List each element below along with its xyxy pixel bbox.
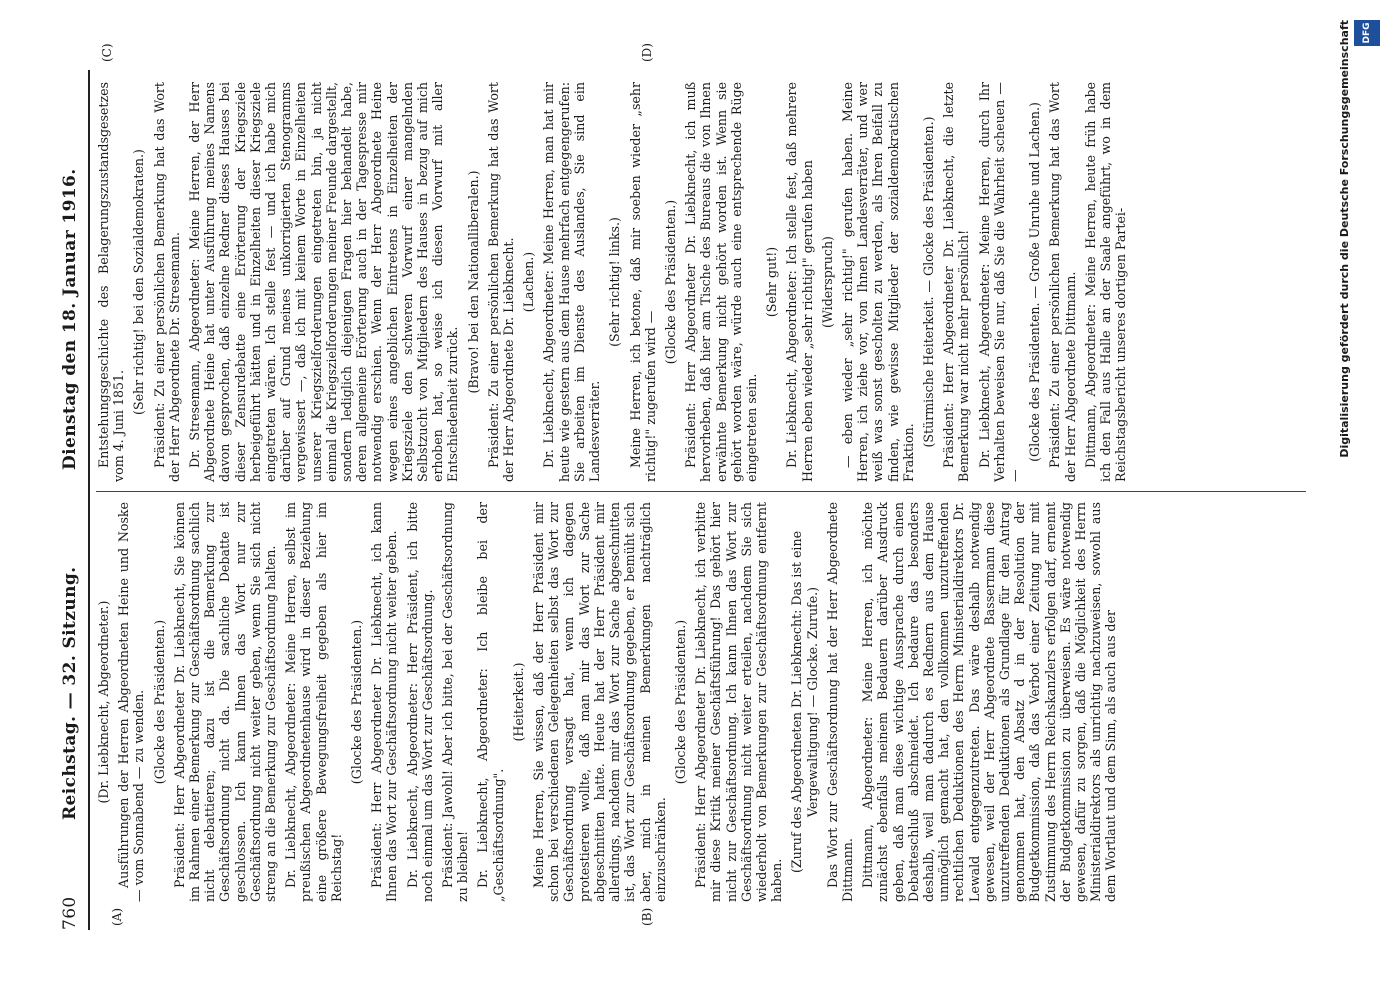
paragraph: Ausführungen der Herren Abgeordneten Heine und Noske — vom Sonnabend — zu wenden. (116, 502, 147, 902)
paragraph: (Sehr richtig! bei den Sozialdemokraten.) (131, 149, 147, 415)
paragraph: — eben wieder „sehr richtig!" gerufen haben. Meine Herren, ich ziehe vor, von Ihnen Landesverräter, und wer weiß was sonst gescholten zu werden, als Ihren Beifall zu finden, wie gewisse Mitglieder der sozialdemokratischen Fraktion. (839, 82, 916, 482)
margin-marker-c: (C) (100, 43, 114, 62)
right-column (96, 82, 1133, 482)
paragraph: Dr. Liebknecht, Abgeordneter: Meine Herren, man hat mir heute wie gestern aus dem Hause mehrfach entgegengerufen: Sie arbeiten im Dienste des Auslandes, Sie sind ein Landesverräter. (541, 82, 603, 482)
paragraph: (Glocke des Präsidenten.) (672, 619, 688, 785)
paragraph: Entstehungsgeschichte des Belagerungszustandsgesetzes vom 4. Juni 1851. (96, 82, 127, 482)
paragraph: Präsident: Herr Abgeordneter Dr. Liebknecht, ich verbitte mir diese Kritik meiner Geschäftsführung! Das gehört hier nicht zur Geschäftsordnung. Ich kann Ihnen das Wort zur Geschäftsordnung nicht weiter erteilen, nachdem Sie sich wiederholt von Bemerkungen zur Geschäftsordnung entfernt haben. (693, 502, 785, 902)
paragraph: (Dr. Liebknecht, Abgeordneter.) (96, 600, 111, 804)
paragraph: (Glocke des Präsidenten.) (151, 619, 167, 785)
margin-marker-d: (D) (640, 43, 654, 62)
paragraph: (Lachen.) (521, 251, 537, 313)
paragraph: (Sehr gut!) (764, 246, 780, 318)
page-number: 760 (60, 896, 80, 930)
paragraph: (Stürmische Heiterkeit. — Glocke des Präsidenten.) (920, 116, 936, 448)
funding-note: Digitalisierung gefördert durch die Deutsche Forschungsgemeinschaft (1338, 20, 1351, 458)
paragraph: Präsident: Zu einer persönlichen Bemerkung hat das Wort der Herr Abgeordnete Dr. Liebknecht. (485, 82, 517, 482)
paragraph: Dr. Stresemann, Abgeordneter: Meine Herren, der Herr Abgeordnete Heine hat unter Ausführung meines Namens davon gesprochen, daß einzelne Redner dieses Hauses bei dieser Zensurdebatte eine Erörterung der Kriegsziele herbeigeführt hätten und in Einzelheiten dieser Kriegsziele eingetreten wären. Ich stelle fest — und ich habe mich darüber auf Grund meines unkorrigierten Stenogramms vergewissert —, daß ich mit keinem Worte in Einzelheiten unserer Kriegszielforderungen eingetreten bin, ja nicht einmal die Kriegszielforderungen meiner Freunde dargestellt, sondern lediglich diejenigen Fragen hier behandelt habe, deren allgemeine Erörterung auch in der Tagespresse mir notwendig erschien. Wenn der Herr Abgeordnete Heine wegen eines angeblichen Eintretens in Einzelheiten der Kriegsziele den schweren Vorwurf einer mangelnden Selbstzucht von Mitgliedern des Hauses in bezug auf mich erhoben hat, so weise ich diesen Vorwurf mit aller Entschiedenheit zurück. (187, 82, 461, 482)
paragraph: (Heiterkeit.) (510, 662, 526, 742)
paragraph: (Bravo! bei den Nationalliberalen.) (465, 170, 481, 394)
paragraph: Dr. Liebknecht, Abgeordneter: Ich stelle fest, daß mehrere Herren eben wieder „sehr richtig!" gerufen haben (784, 82, 815, 482)
paragraph: Dittmann, Abgeordneter: Meine Herren, ich möchte zunächst ebenfalls meinem Bedauern darüber Ausdruck geben, daß man diese wichtige Aussprache durch einen Debatteschluß abschneidet. Ich bedaure das besonders deshalb, weil man dadurch es Rednern aus dem Hause unmöglich gemacht hat, den vollkommen unzutreffenden rechtlichen Deduktionen des Herrn Ministerialdirektors Dr. Lewald entgegenzutreten. Das wäre deshalb notwendig gewesen, weil der Herr Abgeordnete Bassermann diese unzutreffenden Deduktionen als Grundlage für den Antrag genommen hat, den Absatz d in der Resolution der Budgetkommission, daß das Verbot einer Zeitung nur mit Zustimmung des Herrn Reichskanzlers erfolgen darf, ernennt der Budgetkommission zu überweisen. Es wäre notwendig gewesen, dafür zu sorgen, daß die Möglichkeit des Herrn Ministerialdirektors als unrichtig nachzuweisen, sowohl aus dem Wortlaut und dem Sinn, als auch aus der (860, 502, 1119, 902)
paragraph: (Sehr richtig! links.) (607, 217, 623, 347)
paragraph: Präsident: Herr Abgeordneter Dr. Liebknecht, ich kann Ihnen das Wort zur Geschäftsordnung nicht weiter geben. (369, 502, 400, 902)
dfg-logo: DFG (1354, 20, 1380, 46)
paragraph: Präsident: Jawohl! Aber ich bitte, bei der Geschäftsordnung zu bleiben! (440, 502, 471, 902)
paragraph: Das Wort zur Geschäftsordnung hat der Herr Abgeordnete Dittmann. (824, 502, 855, 902)
paragraph: (Widerspruch) (819, 236, 835, 328)
paragraph: Dr. Liebknecht, Abgeordneter: Meine Herren, durch Ihr Verhalten beweisen Sie nur, daß Sie die Wahrheit scheuen — — (976, 82, 1022, 482)
paragraph: Präsident: Zu einer persönlichen Bemerkung hat das Wort der Herr Abgeordnete Dr. Stresemann. (151, 82, 182, 482)
paragraph: Meine Herren, Sie wissen, daß der Herr Präsident mir schon bei verschiedenen Gelegenheiten selbst das Wort zur Geschäftsordnung versagt hat, wenn ich dagegen protestieren wollte, daß man mir das Wort zur Sache abgeschnitten hatte. Heute hat der Herr Präsident mir allerdings, nachdem mir das Wort zur Sache abgeschnitten ist, das Wort zur Geschäftsordnung gegeben, er bemüht sich aber, mich in meinen Bemerkungen nachträglich einzuschränken. (531, 502, 668, 902)
paragraph: Präsident: Herr Abgeordneter Dr. Liebknecht, die letzte Bemerkung war nicht mehr persönlich! (941, 82, 972, 482)
header-session: Reichstag. — 32. Sitzung. (60, 566, 80, 820)
paragraph: Präsident: Herr Abgeordneter Dr. Liebknecht, Sie können im Rahmen einer Bemerkung zur Geschäftsordnung sachlich nicht debattieren; dazu ist die Bemerkung zur Geschäftsordnung nicht da. Die sachliche Debatte ist geschlossen. Ich kann Ihnen das Wort nur zur Geschäftsordnung nicht weiter geben, wenn Sie sich nicht streng an die Bemerkung zur Geschäftsordnung halten. (171, 502, 279, 902)
paragraph: (Glocke des Präsidenten.) (349, 619, 365, 785)
margin-marker-b: (B) (640, 907, 654, 926)
header-date: Dienstag den 18. Januar 1916. (60, 168, 80, 470)
left-column (96, 502, 1124, 902)
paragraph: (Glocke des Präsidenten.) (662, 199, 678, 365)
paragraph: Dr. Liebknecht, Abgeordneter: Meine Herren, selbst im preußischen Abgeordnetenhause wird in dieser Beziehung eine größere Bewegungsfreiheit gegeben als hier im Reichstag! (283, 502, 344, 902)
header-rule (88, 70, 90, 930)
paragraph: Dr. Liebknecht, Abgeordneter: Ich bleibe bei der „Geschäftsordnung". (475, 502, 506, 902)
paragraph: (Glocke des Präsidenten. — Große Unruhe und Lachen.) (1027, 102, 1043, 462)
paragraph: Präsident: Herr Abgeordneter Dr. Liebknecht, ich muß hervorheben, daß hier am Tische des Bureaus die von Ihnen erwähnte Bemerkung nicht gehört worden ist. Wenn sie gehört worden wäre, würde auch eine entsprechende Rüge eingetreten sein. (683, 82, 759, 482)
page-header (58, 70, 84, 930)
paragraph: Präsident: Zu einer persönlichen Bemerkung hat das Wort der Herr Abgeordnete Dittmann. (1047, 82, 1078, 482)
paragraph: (Zuruf des Abgeordneten Dr. Liebknecht: Das ist eine Vergewaltigung! — Glocke. Zurufe.) (789, 530, 820, 874)
column-divider (96, 491, 1306, 492)
paragraph: Dr. Liebknecht, Abgeordneter: Herr Präsident, ich bitte noch einmal um das Wort zur Geschäftsordnung. (404, 502, 435, 902)
margin-marker-a: (A) (110, 907, 124, 926)
paragraph: Meine Herren, ich betone, daß mir soeben wieder „sehr richtig!" zugerufen wird — (627, 82, 658, 482)
paragraph: Dittmann, Abgeordneter: Meine Herren, heute früh habe ich den Fall aus Halle an der Saale angeführt, wo in dem Reichstagsbericht unseres dortigen Partei- (1082, 82, 1129, 482)
